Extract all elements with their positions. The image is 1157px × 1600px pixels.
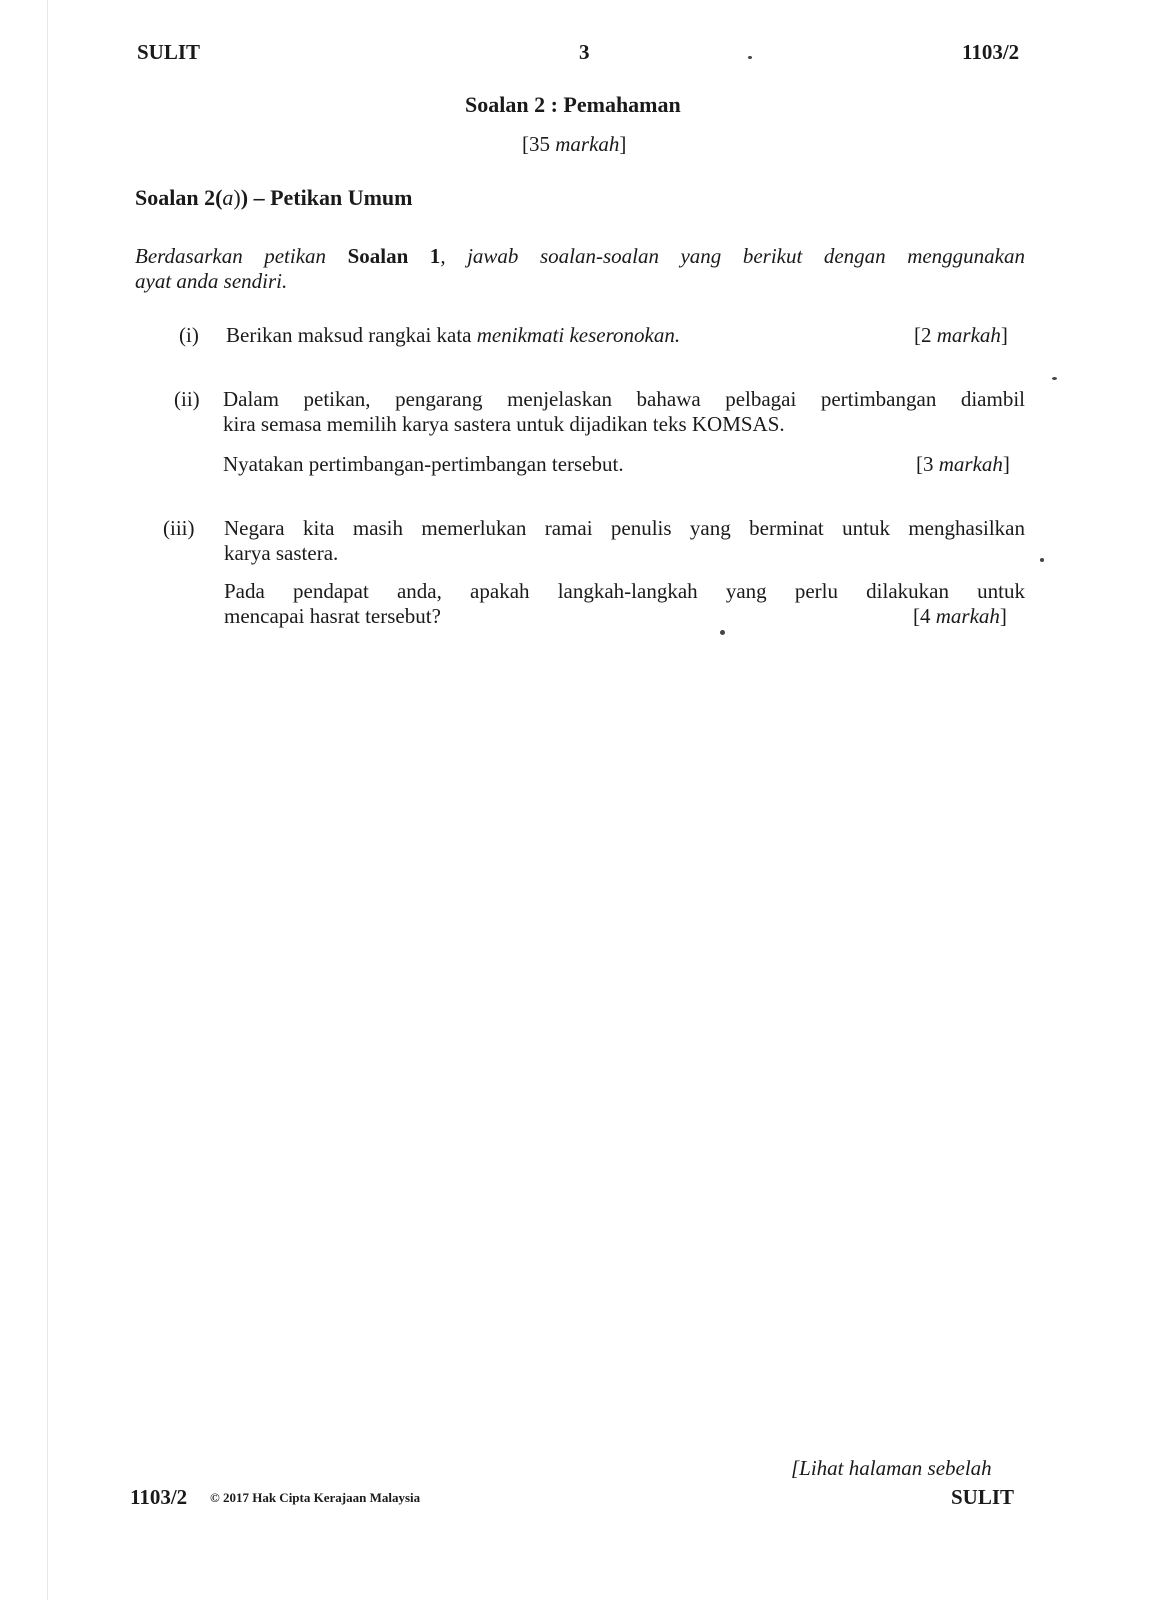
question-3-number: (iii) bbox=[163, 516, 195, 540]
part-a-title: Soalan 2(a)) – Petikan Umum bbox=[135, 185, 413, 210]
footer-copyright: © 2017 Hak Cipta Kerajaan Malaysia bbox=[210, 1490, 421, 1505]
header-code: 1103/2 bbox=[962, 40, 1020, 64]
instruction-line-2: ayat anda sendiri. bbox=[135, 269, 288, 293]
scan-margin-line bbox=[47, 0, 48, 1600]
footer-see-next: [Lihat halaman sebelah bbox=[791, 1456, 992, 1480]
question-1-marks: [2 markah] bbox=[914, 323, 1008, 347]
question-3-line-2: karya sastera. bbox=[224, 541, 339, 565]
question-1-text: Berikan maksud rangkai kata menikmati keseronokan. bbox=[226, 323, 681, 347]
question-1-number: (i) bbox=[179, 323, 199, 347]
question-2-line-3: Nyatakan pertimbangan-pertimbangan tersebut. bbox=[223, 452, 624, 476]
question-2-marks: [3 markah] bbox=[916, 452, 1010, 476]
question-3-marks: [4 markah] bbox=[913, 604, 1007, 628]
scan-speck bbox=[1040, 558, 1044, 562]
scan-speck bbox=[1052, 377, 1057, 380]
instruction-line-1: Berdasarkan petikan Soalan 1, jawab soalan-soalan yang berikut dengan menggunakan bbox=[135, 244, 1025, 268]
question-2-number: (ii) bbox=[174, 387, 200, 411]
scan-speck bbox=[748, 56, 752, 59]
footer-sulit: SULIT bbox=[951, 1485, 1015, 1509]
header-page-number: 3 bbox=[579, 40, 590, 64]
footer-code: 1103/2 bbox=[130, 1485, 188, 1509]
question-3-line-4: mencapai hasrat tersebut? bbox=[224, 604, 441, 628]
question-3-line-1: Negara kita masih memerlukan ramai penulis yang berminat untuk menghasilkan bbox=[224, 516, 1025, 540]
question-2-line-2: kira semasa memilih karya sastera untuk dijadikan teks KOMSAS. bbox=[223, 412, 785, 436]
question-2-line-1: Dalam petikan, pengarang menjelaskan bahawa pelbagai pertimbangan diambil bbox=[223, 387, 1025, 411]
section-marks: [35 markah] bbox=[522, 132, 627, 156]
scan-speck bbox=[720, 630, 725, 635]
question-3-line-3: Pada pendapat anda, apakah langkah-langkah yang perlu dilakukan untuk bbox=[224, 579, 1025, 603]
header-sulit: SULIT bbox=[137, 40, 201, 64]
section-title: Soalan 2 : Pemahaman bbox=[465, 92, 681, 117]
